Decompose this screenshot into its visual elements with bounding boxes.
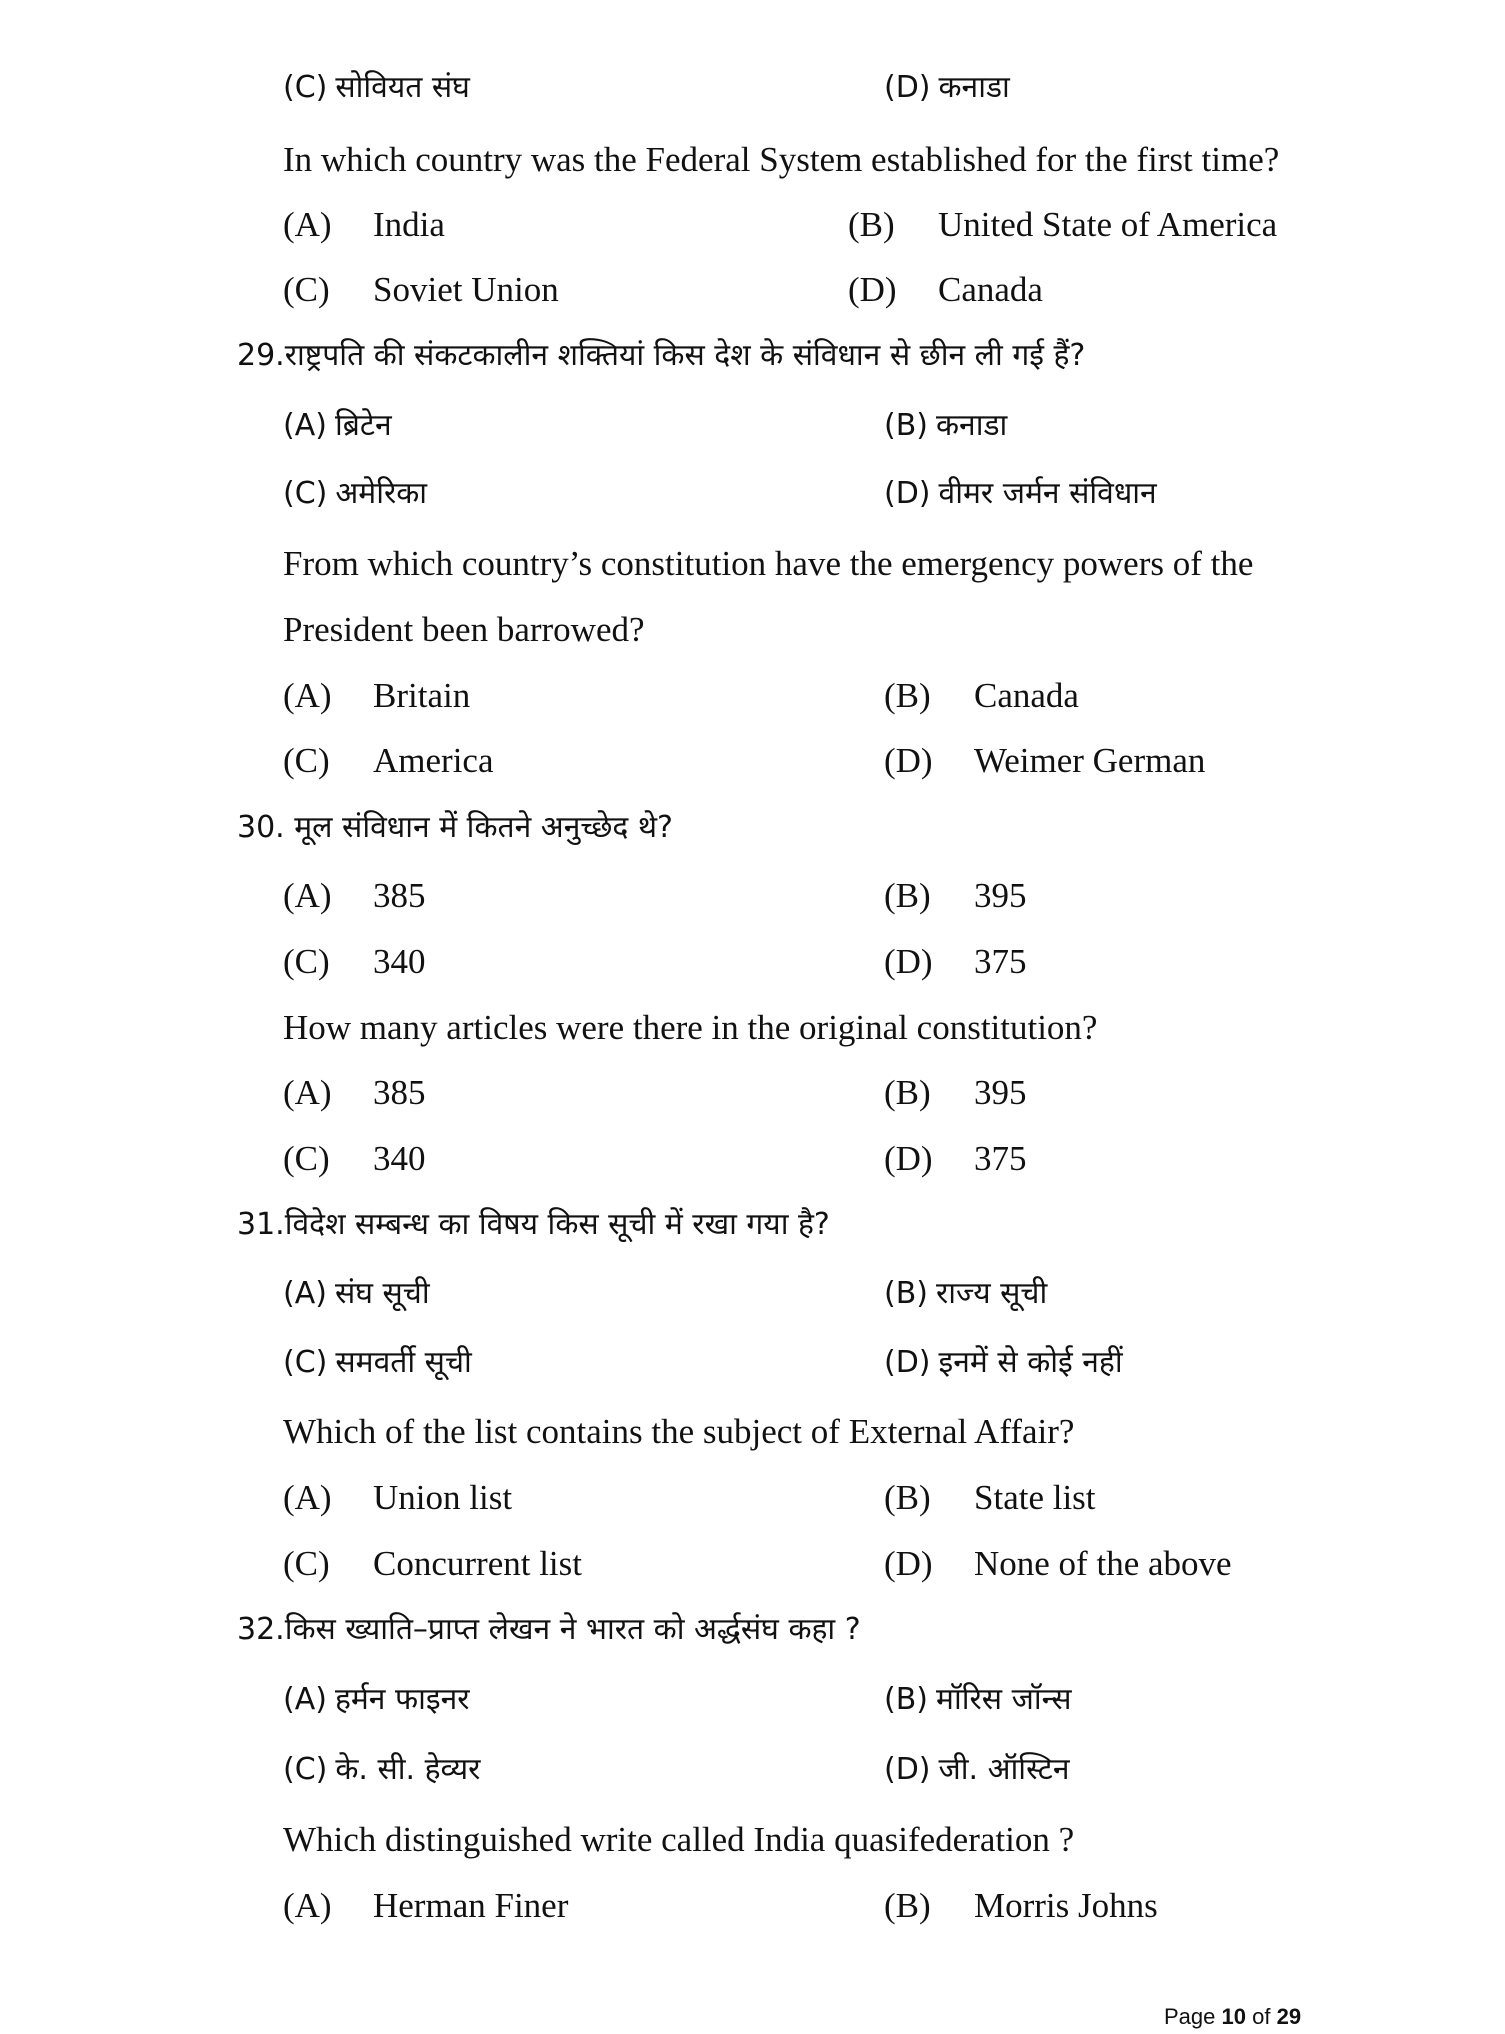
question-text-english: Which distinguished write called India quasifederation ? bbox=[283, 1820, 1075, 1859]
question-text-english-cont: President been barrowed? bbox=[283, 610, 645, 649]
option-c-english: (C) Soviet Union bbox=[283, 270, 559, 309]
option-b-english: (B) Morris Johns bbox=[884, 1886, 1158, 1925]
option-a-hindi: (A) 385 bbox=[283, 876, 426, 915]
option-d-english: (D) None of the above bbox=[884, 1544, 1232, 1583]
option-b-hindi: (B) राज्य सूची bbox=[884, 1276, 1048, 1311]
option-c-hindi: (C) अमेरिका bbox=[283, 476, 428, 511]
option-d-hindi: (D) 375 bbox=[884, 942, 1027, 981]
option-a-english: (A) 385 bbox=[283, 1073, 426, 1112]
option-a-english: (A) India bbox=[283, 205, 445, 244]
question-30-hindi: 30. मूल संविधान में कितने अनुच्छेद थे? bbox=[237, 810, 673, 845]
question-text-english: In which country was the Federal System established for the first time? bbox=[283, 140, 1280, 179]
option-d-hindi: (D) कनाडा bbox=[884, 70, 1010, 105]
option-c-hindi: (C) समवर्ती सूची bbox=[283, 1345, 472, 1380]
question-text-english: Which of the list contains the subject of External Affair? bbox=[283, 1412, 1075, 1451]
question-32-hindi: 32.किस ख्याति–प्राप्त लेखन ने भारत को अर्द्धसंघ कहा ? bbox=[237, 1612, 861, 1647]
option-c-hindi: (C) 340 bbox=[283, 942, 426, 981]
option-b-hindi: (B) 395 bbox=[884, 876, 1027, 915]
option-b-english: (B) Canada bbox=[884, 676, 1079, 715]
option-d-english: (D) Weimer German bbox=[884, 741, 1206, 780]
option-a-english: (A) Britain bbox=[283, 676, 471, 715]
option-c-english: (C) 340 bbox=[283, 1139, 426, 1178]
option-a-english: (A) Union list bbox=[283, 1478, 513, 1517]
question-text-english: From which country’s constitution have the emergency powers of the bbox=[283, 544, 1254, 583]
option-a-hindi: (A) संघ सूची bbox=[283, 1276, 430, 1311]
option-a-hindi: (A) हर्मन फाइनर bbox=[283, 1682, 470, 1717]
option-d-hindi: (D) वीमर जर्मन संविधान bbox=[884, 476, 1157, 511]
question-31-hindi: 31.विदेश सम्बन्ध का विषय किस सूची में रखा गया है? bbox=[237, 1207, 830, 1242]
option-d-english: (D) Canada bbox=[848, 270, 1043, 309]
option-a-hindi: (A) ब्रिटेन bbox=[283, 408, 392, 443]
option-b-english: (B) 395 bbox=[884, 1073, 1027, 1112]
option-c-english: (C) Concurrent list bbox=[283, 1544, 582, 1583]
option-d-english: (D) 375 bbox=[884, 1139, 1027, 1178]
option-b-hindi: (B) मॉरिस जॉन्स bbox=[884, 1682, 1072, 1717]
question-29-hindi: 29.राष्ट्रपति की संकटकालीन शक्तियां किस देश के संविधान से छीन ली गई हैं? bbox=[237, 338, 1086, 373]
option-b-english: (B) United State of America bbox=[848, 205, 1278, 244]
option-b-english: (B) State list bbox=[884, 1478, 1096, 1517]
option-c-english: (C) America bbox=[283, 741, 494, 780]
option-a-english: (A) Herman Finer bbox=[283, 1886, 569, 1925]
page-number: Page 10 of 29 bbox=[1164, 2004, 1302, 2029]
option-b-hindi: (B) कनाडा bbox=[884, 408, 1008, 443]
question-text-english: How many articles were there in the original constitution? bbox=[283, 1008, 1098, 1047]
option-c-hindi: (C) सोवियत संघ bbox=[283, 70, 470, 105]
option-d-hindi: (D) जी. ऑस्टिन bbox=[884, 1752, 1070, 1787]
option-d-hindi: (D) इनमें से कोई नहीं bbox=[884, 1345, 1123, 1380]
option-c-hindi: (C) के. सी. हेव्यर bbox=[283, 1752, 481, 1787]
